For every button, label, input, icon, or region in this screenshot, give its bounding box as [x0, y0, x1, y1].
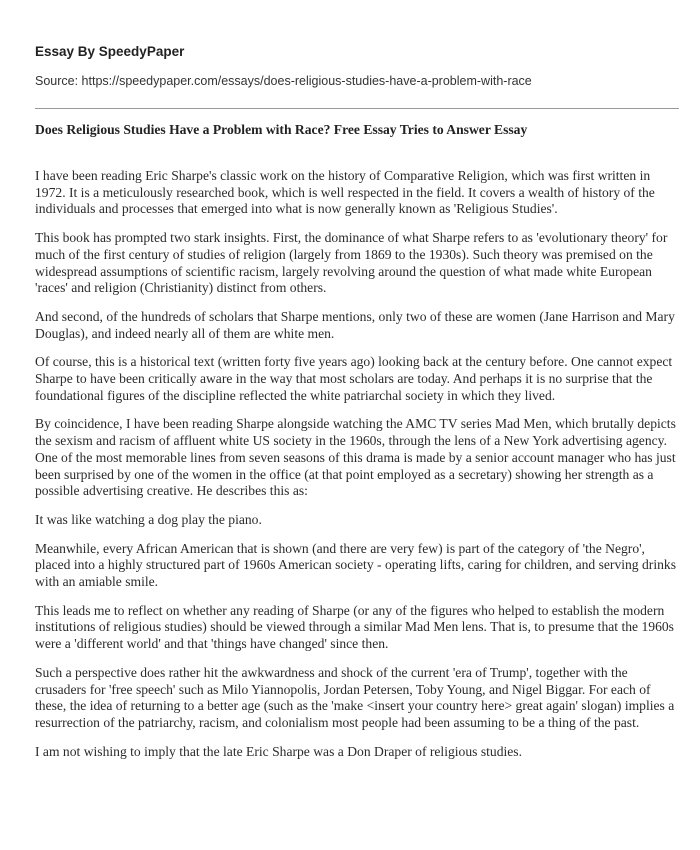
- essay-title: Does Religious Studies Have a Problem with Race? Free Essay Tries to Answer Essay: [35, 122, 528, 137]
- paragraph: By coincidence, I have been reading Sharpe alongside watching the AMC TV series Mad Men, which brutally depicts the sexism and racism of affluent white US society in the 1960s, through the lens of a New York advertising agency. One of the most memorable lines from seven seasons of this drama is made by a senior account manager who has just been surprised by one of the women in the office (at that point employed as a secretary) showing her strength as a possible advertising creative. He describes this as:: [35, 416, 676, 499]
- header-divider: [35, 108, 679, 109]
- paragraph: This book has prompted two stark insights. First, the dominance of what Sharpe refers to as 'evolutionary theory' for much of the first century of studies of religion (largely from 1869 to the 1930s). Such theory was premised on the widespread assumptions of scientific racism, largely revolving around the question of what made white European 'races' and religion (Christianity) distinct from others.: [35, 230, 668, 296]
- paragraph: This leads me to reflect on whether any reading of Sharpe (or any of the figures who helped to establish the modern institutions of religious studies) should be viewed through a similar Mad Men lens. That is, to presume that the 1960s were a 'different world' and that 'things have changed' since then.: [35, 602, 674, 652]
- paragraph: Such a perspective does rather hit the awkwardness and shock of the current 'era of Trump', together with the crusaders for 'free speech' such as Milo Yiannopolis, Jordan Petersen, Toby Young, and Nigel Biggar. For each of these, the idea of returning to a better age (such as the 'make <insert your country here> great again' slogan) implies a resurrection of the patriarchy, racism, and colonialism most people had been assuming to be a thing of the past.: [35, 664, 675, 730]
- source-link[interactable]: Source: https://speedypaper.com/essays/does-religious-studies-have-a-problem-with-race: [35, 74, 532, 88]
- paragraph: Meanwhile, every African American that is shown (and there are very few) is part of the category of 'the Negro', placed into a highly structured part of 1960s American society - operating lifts, caring for children, and serving drinks with an amiable smile.: [35, 540, 676, 590]
- paragraph: And second, of the hundreds of scholars that Sharpe mentions, only two of these are women (Jane Harrison and Mary Douglas), and indeed nearly all of them are white men.: [35, 308, 675, 341]
- paragraph: Of course, this is a historical text (written forty five years ago) looking back at the century before. One cannot expect Sharpe to have been critically aware in the way that most scholars are today. And perhaps it is no surprise that the foundational figures of the discipline reflected the white patriarchal society in which they lived.: [35, 354, 673, 403]
- paragraph: I am not wishing to imply that the late Eric Sharpe was a Don Draper of religious studies.: [35, 743, 522, 759]
- quote-paragraph: It was like watching a dog play the piano.: [35, 511, 262, 527]
- essay-body: [35, 168, 679, 772]
- document-header-title: Essay By SpeedyPaper: [35, 44, 185, 59]
- paragraph: I have been reading Eric Sharpe's classic work on the history of Comparative Religion, which was first written in 1972. It is a meticulously researched book, which is well respected in the field. It covers a wealth of history of the individuals and processes that emerged into what is now generally known as 'Religious Studies'.: [35, 168, 655, 217]
